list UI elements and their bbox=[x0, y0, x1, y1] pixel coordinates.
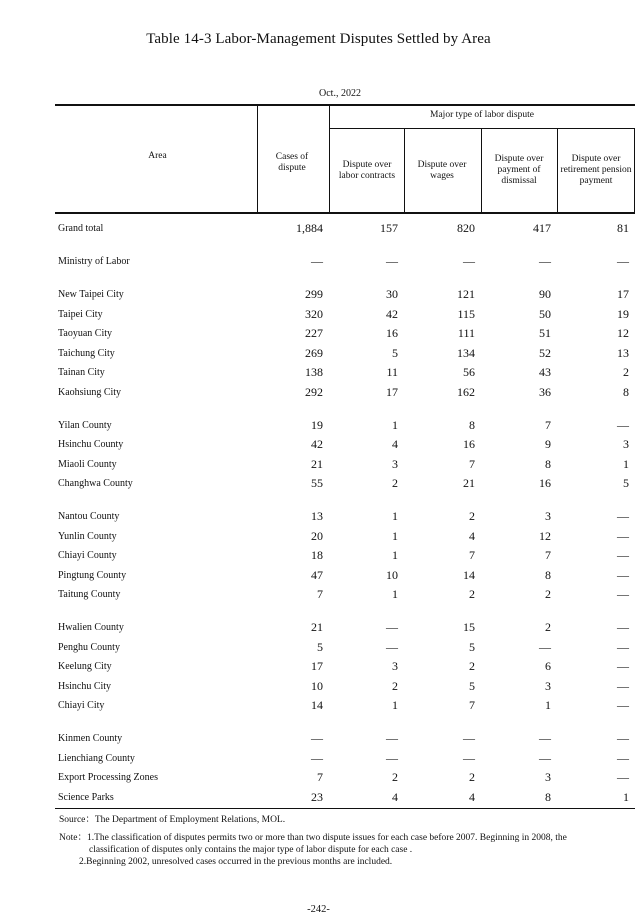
contracts-cell: 11 bbox=[386, 365, 398, 380]
area-cell: Taipei City bbox=[58, 308, 103, 320]
group-spacer bbox=[58, 272, 635, 286]
pension-cell: — bbox=[617, 659, 629, 674]
dismissal-cell: 7 bbox=[545, 548, 551, 563]
dismissal-cell: 2 bbox=[545, 587, 551, 602]
area-cell: Nantou County bbox=[58, 511, 120, 523]
contracts-cell: 3 bbox=[392, 659, 398, 674]
cases-cell: 21 bbox=[311, 620, 323, 635]
pension-cell: 13 bbox=[617, 345, 629, 360]
disputes-table bbox=[58, 219, 635, 807]
contracts-cell: 4 bbox=[392, 437, 398, 452]
table-row bbox=[58, 344, 635, 364]
group-spacer bbox=[58, 716, 635, 730]
area-cell: Yilan County bbox=[58, 419, 112, 431]
table-body bbox=[58, 219, 635, 807]
table-row bbox=[58, 638, 635, 658]
area-cell: Ministry of Labor bbox=[58, 256, 130, 268]
contracts-cell: 17 bbox=[386, 384, 398, 399]
wages-cell: 56 bbox=[463, 365, 475, 380]
contracts-cell: — bbox=[386, 620, 398, 635]
pension-cell: 3 bbox=[623, 437, 629, 452]
dismissal-cell: 36 bbox=[539, 384, 551, 399]
table-row bbox=[58, 749, 635, 769]
wages-cell: 2 bbox=[469, 587, 475, 602]
table-row bbox=[58, 618, 635, 638]
cases-cell: 21 bbox=[311, 456, 323, 471]
cases-cell: 47 bbox=[311, 567, 323, 582]
cases-cell: 7 bbox=[317, 587, 323, 602]
note-2: 2.Beginning 2002, unresolved cases occurred in the previous months are included. bbox=[79, 857, 393, 867]
group-spacer bbox=[58, 239, 635, 253]
contracts-cell: — bbox=[386, 639, 398, 654]
contracts-divider bbox=[404, 128, 405, 213]
dismissal-cell: 1 bbox=[545, 698, 551, 713]
table-row bbox=[58, 383, 635, 403]
major-type-header: Major type of labor dispute bbox=[430, 110, 534, 120]
pension-cell: 5 bbox=[623, 476, 629, 491]
wages-cell: 4 bbox=[469, 528, 475, 543]
pension-cell: — bbox=[617, 678, 629, 693]
contracts-cell: 42 bbox=[386, 306, 398, 321]
area-cell: Taichung City bbox=[58, 347, 115, 359]
dismissal-cell: 6 bbox=[545, 659, 551, 674]
pension-cell: — bbox=[617, 620, 629, 635]
area-cell: Chiayi County bbox=[58, 550, 117, 562]
wages-cell: 2 bbox=[469, 509, 475, 524]
cases-cell: 13 bbox=[311, 509, 323, 524]
wages-cell: 5 bbox=[469, 639, 475, 654]
cases-cell: 20 bbox=[311, 528, 323, 543]
page-number: -242- bbox=[307, 904, 330, 915]
pension-cell: 1 bbox=[623, 789, 629, 804]
cases-cell: 17 bbox=[311, 659, 323, 674]
wages-cell: 16 bbox=[463, 437, 475, 452]
area-cell: Export Processing Zones bbox=[58, 772, 158, 784]
pension-cell: 1 bbox=[623, 456, 629, 471]
table-row bbox=[58, 585, 635, 605]
table-row bbox=[58, 566, 635, 586]
wages-cell: 820 bbox=[457, 221, 475, 236]
cases-cell: — bbox=[311, 750, 323, 765]
wages-cell: 134 bbox=[457, 345, 475, 360]
area-cell: Yunlin County bbox=[58, 530, 117, 542]
wages-cell: 21 bbox=[463, 476, 475, 491]
right-border bbox=[634, 128, 635, 213]
area-cell: Science Parks bbox=[58, 791, 114, 803]
dismissal-header: Dispute over payment of dismissal bbox=[494, 154, 544, 186]
contracts-cell: 30 bbox=[386, 287, 398, 302]
area-cell: Taitung County bbox=[58, 589, 121, 601]
contracts-cell: 5 bbox=[392, 345, 398, 360]
area-cell: Kinmen County bbox=[58, 733, 123, 745]
area-cell: Lienchiang County bbox=[58, 752, 135, 764]
pension-cell: — bbox=[617, 528, 629, 543]
table-row bbox=[58, 219, 635, 239]
area-cell: Penghu County bbox=[58, 641, 120, 653]
dismissal-cell: 12 bbox=[539, 528, 551, 543]
wages-cell: 115 bbox=[457, 306, 475, 321]
cases-cell: 269 bbox=[305, 345, 323, 360]
cases-cell: 18 bbox=[311, 548, 323, 563]
table-row bbox=[58, 435, 635, 455]
contracts-cell: — bbox=[386, 731, 398, 746]
contracts-cell: 1 bbox=[392, 587, 398, 602]
header-bottom-rule bbox=[55, 212, 635, 214]
table-row bbox=[58, 363, 635, 383]
area-cell: Changhwa County bbox=[58, 478, 133, 490]
dismissal-cell: 2 bbox=[545, 620, 551, 635]
contracts-cell: 16 bbox=[386, 326, 398, 341]
cases-divider bbox=[329, 105, 330, 213]
contracts-cell: 10 bbox=[386, 567, 398, 582]
pension-cell: 81 bbox=[617, 221, 629, 236]
cases-cell: 292 bbox=[305, 384, 323, 399]
dismissal-cell: 8 bbox=[545, 567, 551, 582]
dismissal-cell: 8 bbox=[545, 456, 551, 471]
table-row bbox=[58, 324, 635, 344]
dismissal-cell: — bbox=[539, 254, 551, 269]
contracts-header: Dispute over labor contracts bbox=[338, 160, 396, 181]
table-row bbox=[58, 527, 635, 547]
contracts-cell: 4 bbox=[392, 789, 398, 804]
pension-cell: 17 bbox=[617, 287, 629, 302]
wages-cell: — bbox=[463, 254, 475, 269]
area-cell: Chiayi City bbox=[58, 700, 105, 712]
area-cell: New Taipei City bbox=[58, 289, 124, 301]
area-cell: Taoyuan City bbox=[58, 328, 113, 340]
cases-cell: 299 bbox=[305, 287, 323, 302]
cases-cell: 42 bbox=[311, 437, 323, 452]
wages-cell: 2 bbox=[469, 659, 475, 674]
table-row bbox=[58, 729, 635, 749]
cases-cell: 7 bbox=[317, 770, 323, 785]
table-row bbox=[58, 416, 635, 436]
pension-cell: — bbox=[617, 509, 629, 524]
dismissal-cell: 3 bbox=[545, 770, 551, 785]
dismissal-cell: 7 bbox=[545, 417, 551, 432]
pension-cell: — bbox=[617, 417, 629, 432]
contracts-cell: 2 bbox=[392, 678, 398, 693]
dismissal-cell: 9 bbox=[545, 437, 551, 452]
table-row bbox=[58, 788, 635, 808]
table-bottom-rule bbox=[55, 808, 635, 809]
area-cell: Hsinchu County bbox=[58, 439, 124, 451]
wages-cell: 111 bbox=[457, 326, 475, 341]
dismissal-cell: 417 bbox=[533, 221, 551, 236]
contracts-cell: 1 bbox=[392, 698, 398, 713]
table-row bbox=[58, 285, 635, 305]
contracts-cell: 1 bbox=[392, 548, 398, 563]
cases-cell: 5 bbox=[317, 639, 323, 654]
wages-cell: 15 bbox=[463, 620, 475, 635]
major-type-rule bbox=[329, 128, 635, 129]
wages-cell: 7 bbox=[469, 698, 475, 713]
contracts-cell: 157 bbox=[380, 221, 398, 236]
note-1: Note：1.The classification of disputes permits two or more than two dispute issues for each case before 2007. Beginning in 2008, the bbox=[59, 833, 567, 843]
cases-cell: 138 bbox=[305, 365, 323, 380]
dismissal-cell: — bbox=[539, 731, 551, 746]
cases-cell: 10 bbox=[311, 678, 323, 693]
dismissal-cell: — bbox=[539, 639, 551, 654]
wages-cell: — bbox=[463, 731, 475, 746]
pension-cell: — bbox=[617, 567, 629, 582]
contracts-cell: — bbox=[386, 750, 398, 765]
pension-header: Dispute over retirement pension payment bbox=[560, 154, 632, 186]
area-divider bbox=[257, 105, 258, 213]
dismissal-cell: 52 bbox=[539, 345, 551, 360]
table-row bbox=[58, 657, 635, 677]
dismissal-cell: 90 bbox=[539, 287, 551, 302]
wages-cell: 7 bbox=[469, 456, 475, 471]
contracts-cell: — bbox=[386, 254, 398, 269]
pension-cell: 2 bbox=[623, 365, 629, 380]
table-row bbox=[58, 474, 635, 494]
wages-divider bbox=[481, 128, 482, 213]
area-cell: Keelung City bbox=[58, 661, 112, 673]
table-row bbox=[58, 455, 635, 475]
dismissal-cell: 3 bbox=[545, 678, 551, 693]
cases-cell: 14 bbox=[311, 698, 323, 713]
note-1-continued: classification of disputes only contains the major type of labor dispute for each case . bbox=[89, 845, 413, 855]
table-row bbox=[58, 305, 635, 325]
wages-cell: 5 bbox=[469, 678, 475, 693]
pension-cell: 8 bbox=[623, 384, 629, 399]
wages-cell: 4 bbox=[469, 789, 475, 804]
area-cell: Hwalien County bbox=[58, 622, 124, 634]
pension-cell: — bbox=[617, 587, 629, 602]
table-row bbox=[58, 696, 635, 716]
dismissal-cell: 8 bbox=[545, 789, 551, 804]
report-date: Oct., 2022 bbox=[319, 88, 361, 99]
pension-cell: — bbox=[617, 770, 629, 785]
cases-cell: 320 bbox=[305, 306, 323, 321]
group-spacer bbox=[58, 402, 635, 416]
wages-cell: 162 bbox=[457, 384, 475, 399]
source-note: Source：The Department of Employment Relations, MOL. bbox=[59, 815, 286, 825]
cases-cell: 55 bbox=[311, 476, 323, 491]
dismissal-cell: 16 bbox=[539, 476, 551, 491]
pension-cell: 19 bbox=[617, 306, 629, 321]
cases-cell: — bbox=[311, 731, 323, 746]
header-top-rule bbox=[55, 104, 635, 106]
contracts-cell: 1 bbox=[392, 528, 398, 543]
contracts-cell: 2 bbox=[392, 770, 398, 785]
table-row bbox=[58, 677, 635, 697]
wages-cell: 7 bbox=[469, 548, 475, 563]
wages-cell: 121 bbox=[457, 287, 475, 302]
contracts-cell: 2 bbox=[392, 476, 398, 491]
pension-cell: — bbox=[617, 254, 629, 269]
cases-cell: 23 bbox=[311, 789, 323, 804]
contracts-cell: 1 bbox=[392, 417, 398, 432]
dismissal-cell: 43 bbox=[539, 365, 551, 380]
dismissal-cell: — bbox=[539, 750, 551, 765]
table-title: Table 14-3 Labor-Management Disputes Settled by Area bbox=[146, 31, 491, 47]
contracts-cell: 1 bbox=[392, 509, 398, 524]
area-cell: Pingtung County bbox=[58, 569, 127, 581]
pension-cell: — bbox=[617, 639, 629, 654]
wages-header: Dispute over wages bbox=[417, 160, 467, 181]
table-row bbox=[58, 768, 635, 788]
group-spacer bbox=[58, 494, 635, 508]
wages-cell: 14 bbox=[463, 567, 475, 582]
area-cell: Kaohsiung City bbox=[58, 386, 122, 398]
pension-cell: — bbox=[617, 698, 629, 713]
table-row bbox=[58, 252, 635, 272]
cases-header: Cases of dispute bbox=[275, 152, 309, 173]
pension-cell: 12 bbox=[617, 326, 629, 341]
dismissal-cell: 51 bbox=[539, 326, 551, 341]
wages-cell: 2 bbox=[469, 770, 475, 785]
area-cell: Miaoli County bbox=[58, 458, 117, 470]
pension-cell: — bbox=[617, 750, 629, 765]
pension-cell: — bbox=[617, 731, 629, 746]
pension-cell: — bbox=[617, 548, 629, 563]
dismissal-cell: 3 bbox=[545, 509, 551, 524]
area-cell: Tainan City bbox=[58, 367, 105, 379]
contracts-cell: 3 bbox=[392, 456, 398, 471]
group-spacer bbox=[58, 605, 635, 619]
table-row bbox=[58, 546, 635, 566]
area-cell: Hsinchu City bbox=[58, 680, 112, 692]
cases-cell: 227 bbox=[305, 326, 323, 341]
area-cell: Grand total bbox=[58, 223, 104, 235]
cases-cell: 19 bbox=[311, 417, 323, 432]
table-row bbox=[58, 507, 635, 527]
wages-cell: — bbox=[463, 750, 475, 765]
dismissal-cell: 50 bbox=[539, 306, 551, 321]
area-header: Area bbox=[148, 151, 167, 161]
cases-cell: 1,884 bbox=[296, 221, 323, 236]
wages-cell: 8 bbox=[469, 417, 475, 432]
cases-cell: — bbox=[311, 254, 323, 269]
